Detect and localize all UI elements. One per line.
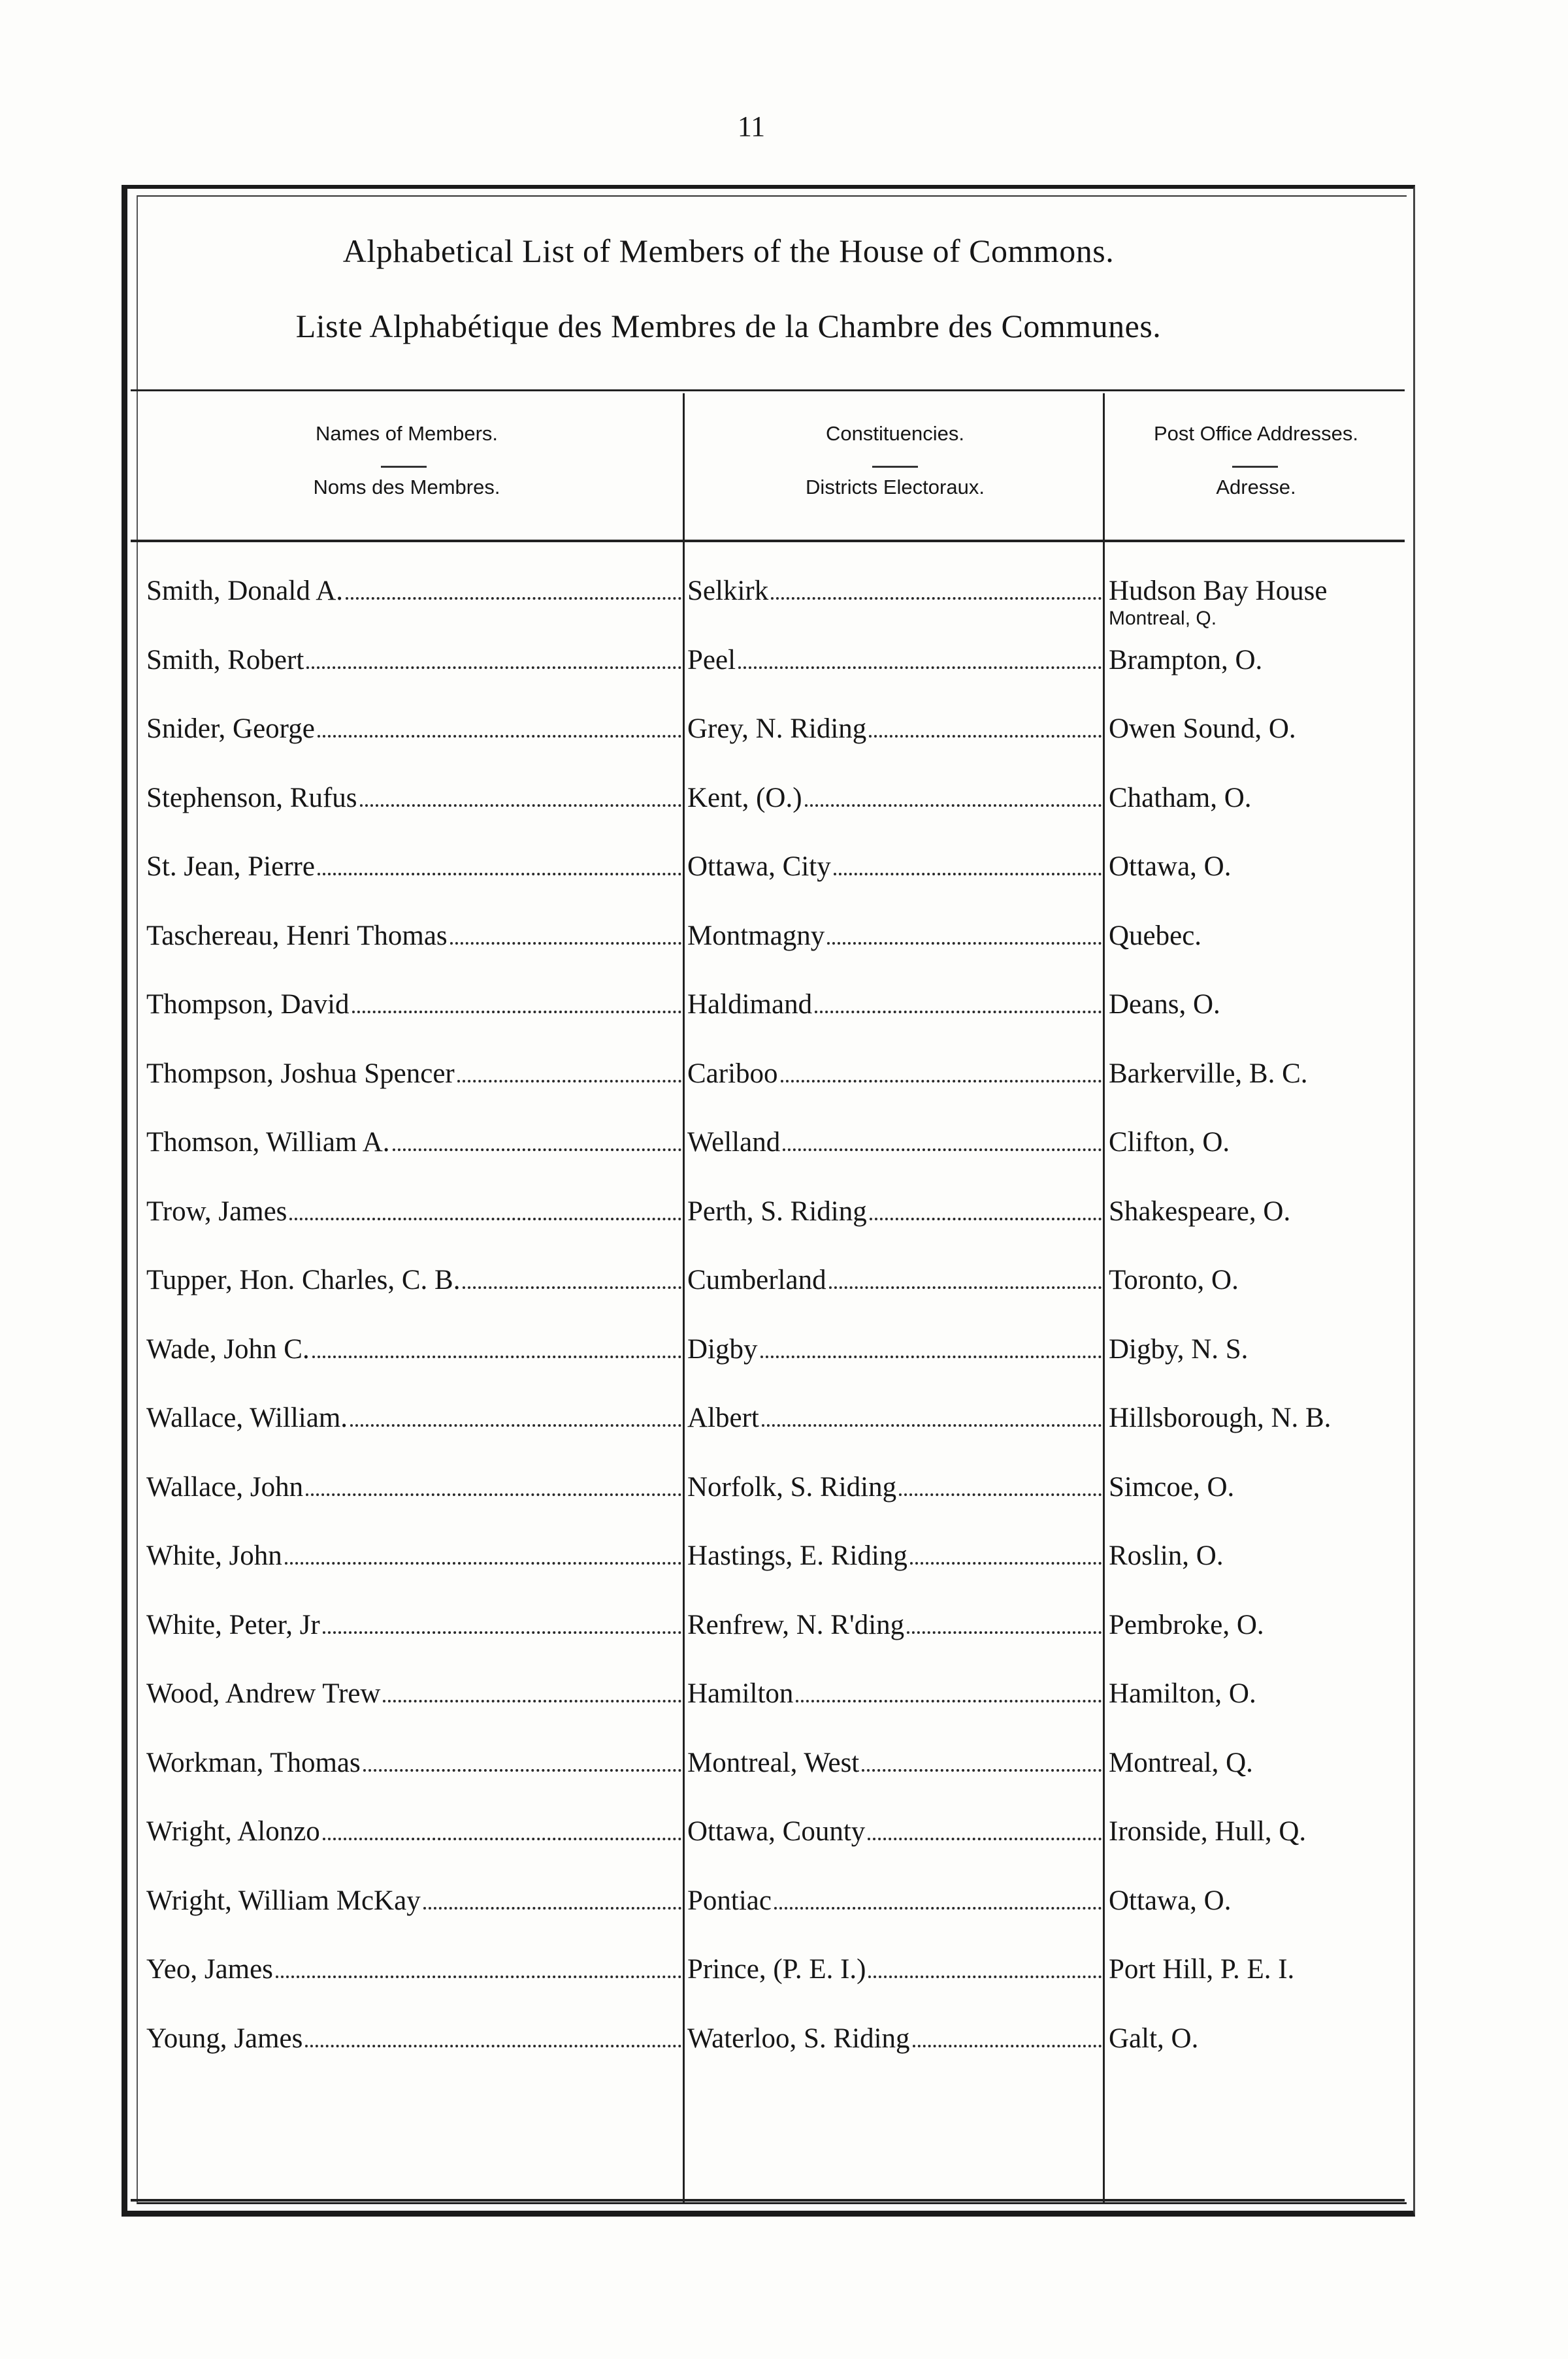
post-office-address-text: Pembroke, O.: [1109, 1610, 1264, 1640]
member-name: [146, 920, 685, 952]
constituency-text: Selkirk: [687, 576, 769, 606]
constituency: [687, 1126, 1105, 1158]
constituency: [687, 575, 1105, 607]
member-name: [146, 1333, 685, 1365]
constituency: [687, 1953, 1105, 1985]
member-name: [146, 1402, 685, 1434]
post-office-address-text: Quebec.: [1109, 920, 1202, 951]
dot-leader: [346, 597, 681, 600]
column-header-addresses-en: Post Office Addresses.: [1153, 422, 1359, 445]
post-office-address: [1109, 644, 1409, 676]
constituency: [687, 851, 1105, 883]
dot-leader: [318, 873, 681, 875]
member-name-text: Tupper, Hon. Charles, C. B.: [146, 1265, 461, 1295]
member-name-text: Wade, John C.: [146, 1334, 310, 1365]
dot-leader: [312, 1356, 681, 1358]
constituency: [687, 1885, 1105, 1917]
dot-leader: [910, 1562, 1102, 1565]
post-office-address: [1109, 1953, 1409, 1985]
table-row: [137, 782, 1411, 847]
dot-leader: [760, 1356, 1102, 1358]
table-row: [137, 1609, 1411, 1674]
member-name: [146, 713, 685, 745]
dot-leader: [738, 666, 1102, 669]
dot-leader: [383, 1700, 681, 1702]
constituency: [687, 644, 1105, 676]
post-office-address-text: Galt, O.: [1109, 2023, 1199, 2054]
constituency: [687, 1196, 1105, 1228]
post-office-address: [1109, 1609, 1409, 1641]
dot-leader: [771, 597, 1102, 600]
dot-leader: [762, 1424, 1102, 1427]
header-dash-3: [1232, 466, 1278, 468]
post-office-address-text: Toronto, O.: [1109, 1265, 1239, 1295]
post-office-address: [1109, 1058, 1409, 1090]
post-office-address-text: Chatham, O.: [1109, 783, 1252, 813]
post-office-address: [1109, 1333, 1409, 1365]
column-header-names-fr: Noms des Membres.: [313, 476, 500, 498]
post-office-address: [1109, 1678, 1409, 1710]
table-row: [137, 1471, 1411, 1537]
post-office-address: [1109, 2023, 1409, 2055]
table-row: [137, 1264, 1411, 1329]
post-office-address-text: Ottawa, O.: [1109, 851, 1232, 882]
post-office-address-text: Roslin, O.: [1109, 1540, 1224, 1571]
table-row: [137, 1815, 1411, 1881]
member-name: [146, 575, 685, 607]
post-office-address-text: Digby, N. S.: [1109, 1334, 1249, 1365]
member-name-text: Yeo, James: [146, 1954, 273, 1985]
constituency-text: Waterloo, S. Riding: [687, 2023, 910, 2054]
post-office-address-text: Port Hill, P. E. I.: [1109, 1954, 1295, 1985]
constituency: [687, 1333, 1105, 1365]
post-office-address: [1109, 782, 1409, 814]
dot-leader: [323, 1631, 681, 1634]
dot-leader: [450, 942, 681, 945]
post-office-address: [1109, 988, 1409, 1020]
constituency-text: Montmagny: [687, 920, 825, 951]
member-name-text: Smith, Donald A.: [146, 576, 344, 606]
table-row: [137, 1540, 1411, 1605]
dot-leader: [350, 1424, 681, 1427]
table-row: [137, 1402, 1411, 1467]
member-name: [146, 1058, 685, 1090]
post-office-address-text: Clifton, O.: [1109, 1127, 1230, 1158]
table-row: [137, 2023, 1411, 2088]
constituency: [687, 1540, 1105, 1572]
table-row: [137, 1196, 1411, 1261]
constituency: [687, 1678, 1105, 1710]
post-office-address: [1109, 1815, 1409, 1847]
dot-leader: [913, 2045, 1102, 2047]
member-name-text: Thompson, David: [146, 989, 350, 1020]
post-office-address: [1109, 1264, 1409, 1296]
post-office-address-text: Simcoe, O.: [1109, 1472, 1235, 1503]
member-name: [146, 1885, 685, 1917]
title-french: Liste Alphabétique des Membres de la Chambre des Communes.: [295, 308, 1162, 344]
constituency-text: Cariboo: [687, 1058, 778, 1089]
table-bottom-rule: [131, 2199, 1405, 2202]
dot-leader: [318, 735, 681, 738]
constituency: [687, 988, 1105, 1020]
constituency-text: Hamilton: [687, 1678, 794, 1709]
table-row: [137, 1885, 1411, 1950]
member-name-text: St. Jean, Pierre: [146, 851, 315, 882]
dot-leader: [868, 1976, 1102, 1978]
constituency: [687, 713, 1105, 745]
post-office-address: [1109, 1540, 1409, 1572]
table-row: [137, 1126, 1411, 1192]
post-office-address: [1109, 713, 1409, 745]
table-row: [137, 644, 1411, 709]
table-row: [137, 1333, 1411, 1399]
member-name-text: Wood, Andrew Trew: [146, 1678, 381, 1709]
constituency-text: Perth, S. Riding: [687, 1196, 867, 1227]
member-name-text: Wallace, William.: [146, 1403, 348, 1433]
table-row: [137, 713, 1411, 778]
constituency-text: Haldimand: [687, 989, 813, 1020]
constituency-text: Albert: [687, 1403, 759, 1433]
table-row: [137, 575, 1411, 640]
dot-leader: [805, 804, 1102, 807]
dot-leader: [423, 1907, 681, 1910]
constituency-text: Renfrew, N. R'ding: [687, 1610, 905, 1640]
constituency-text: Kent, (O.): [687, 783, 802, 813]
table-row: [137, 851, 1411, 916]
header-dash-2: [872, 466, 918, 468]
column-header-addresses-fr: Adresse.: [1216, 476, 1296, 498]
page-number: 11: [737, 110, 766, 142]
table-row: [137, 1953, 1411, 2019]
post-office-address: [1109, 1885, 1409, 1917]
dot-leader: [285, 1562, 681, 1565]
dot-leader: [289, 1218, 681, 1220]
dot-leader: [815, 1011, 1102, 1013]
constituency: [687, 1815, 1105, 1847]
constituency: [687, 782, 1105, 814]
header-dash-1: [381, 466, 427, 468]
dot-leader: [276, 1976, 681, 1978]
post-office-address-text: Shakespeare, O.: [1109, 1196, 1291, 1227]
post-office-address-text: Montreal, Q.: [1109, 1748, 1253, 1778]
constituency-text: Montreal, West: [687, 1748, 860, 1778]
dot-leader: [305, 2045, 681, 2047]
member-name-text: Thompson, Joshua Spencer: [146, 1058, 455, 1089]
constituency: [687, 2023, 1105, 2055]
constituency-text: Cumberland: [687, 1265, 826, 1295]
post-office-address-text: Ironside, Hull, Q.: [1109, 1816, 1307, 1847]
dot-leader: [363, 1769, 681, 1772]
dot-leader: [899, 1493, 1102, 1496]
dot-leader: [393, 1148, 681, 1151]
constituency: [687, 1471, 1105, 1503]
dot-leader: [868, 1838, 1102, 1840]
title-english: Alphabetical List of Members of the House of Commons.: [342, 233, 1115, 269]
member-name-text: Smith, Robert: [146, 645, 304, 675]
member-name-text: Taschereau, Henri Thomas: [146, 920, 448, 951]
member-name: [146, 1264, 685, 1296]
member-name-text: Trow, James: [146, 1196, 287, 1227]
post-office-address-text: Ottawa, O.: [1109, 1885, 1232, 1916]
dot-leader: [783, 1148, 1102, 1151]
post-office-address: [1109, 1747, 1409, 1779]
member-name: [146, 1126, 685, 1158]
post-office-address-text: Deans, O.: [1109, 989, 1220, 1020]
member-name: [146, 988, 685, 1020]
constituency: [687, 1402, 1105, 1434]
dot-leader: [829, 1286, 1102, 1289]
member-name-text: Snider, George: [146, 713, 315, 744]
dot-leader: [781, 1080, 1102, 1082]
post-office-address: [1109, 1402, 1409, 1434]
dot-leader: [834, 873, 1102, 875]
column-header-constituencies-fr: Districts Electoraux.: [806, 476, 985, 498]
post-office-address-text: Hamilton, O.: [1109, 1678, 1256, 1709]
dot-leader: [306, 666, 681, 669]
member-name: [146, 851, 685, 883]
dot-leader: [796, 1700, 1102, 1702]
header-bottom-rule: [131, 540, 1405, 542]
dot-leader: [352, 1011, 681, 1013]
table-row: [137, 1058, 1411, 1123]
member-name-text: Young, James: [146, 2023, 303, 2054]
dot-leader: [907, 1631, 1102, 1634]
column-header-constituencies-en: Constituencies.: [826, 422, 964, 445]
table-row: [137, 1678, 1411, 1743]
table-row: [137, 988, 1411, 1054]
post-office-address-line2: Montreal, Q.: [1109, 608, 1217, 629]
member-name-text: Stephenson, Rufus: [146, 783, 357, 813]
constituency-text: Prince, (P. E. I.): [687, 1954, 866, 1985]
member-name: [146, 644, 685, 676]
member-name: [146, 1196, 685, 1228]
constituency: [687, 1264, 1105, 1296]
member-name: [146, 2023, 685, 2055]
member-name-text: White, Peter, Jr: [146, 1610, 320, 1640]
constituency-text: Ottawa, City: [687, 851, 831, 882]
dot-leader: [774, 1907, 1102, 1910]
post-office-address: [1109, 1471, 1409, 1503]
post-office-address: [1109, 575, 1409, 607]
member-name: [146, 1678, 685, 1710]
post-office-address-text: Owen Sound, O.: [1109, 713, 1296, 744]
post-office-address: [1109, 851, 1409, 883]
dot-leader: [862, 1769, 1102, 1772]
dot-leader: [869, 735, 1102, 738]
member-name: [146, 1471, 685, 1503]
header-top-rule: [131, 389, 1405, 391]
post-office-address-text: Barkerville, B. C.: [1109, 1058, 1308, 1089]
column-header-names-en: Names of Members.: [315, 422, 498, 445]
constituency: [687, 920, 1105, 952]
member-name-text: Thomson, William A.: [146, 1127, 390, 1158]
member-name-text: White, John: [146, 1540, 282, 1571]
table-row: [137, 920, 1411, 985]
dot-leader: [457, 1080, 681, 1082]
dot-leader: [360, 804, 682, 807]
constituency-text: Hastings, E. Riding: [687, 1540, 907, 1571]
dot-leader: [827, 942, 1102, 945]
post-office-address: [1109, 920, 1409, 952]
constituency: [687, 1747, 1105, 1779]
dot-leader: [463, 1286, 681, 1289]
constituency-text: Norfolk, S. Riding: [687, 1472, 897, 1503]
member-name: [146, 1747, 685, 1779]
constituency-text: Ottawa, County: [687, 1816, 866, 1847]
constituency: [687, 1058, 1105, 1090]
table-row: [137, 1747, 1411, 1812]
member-name: [146, 1609, 685, 1641]
member-name: [146, 1815, 685, 1847]
post-office-address-text: Hillsborough, N. B.: [1109, 1403, 1331, 1433]
post-office-address-text: Brampton, O.: [1109, 645, 1263, 675]
post-office-address: [1109, 1196, 1409, 1228]
constituency-text: Peel: [687, 645, 736, 675]
constituency-text: Pontiac: [687, 1885, 772, 1916]
member-name: [146, 1540, 685, 1572]
constituency: [687, 1609, 1105, 1641]
member-name: [146, 782, 685, 814]
member-name-text: Workman, Thomas: [146, 1748, 361, 1778]
member-name-text: Wright, Alonzo: [146, 1816, 320, 1847]
member-name-text: Wallace, John: [146, 1472, 304, 1503]
post-office-address-text: Hudson Bay House: [1109, 576, 1328, 606]
member-name-text: Wright, William McKay: [146, 1885, 421, 1916]
constituency-text: Grey, N. Riding: [687, 713, 867, 744]
constituency-text: Welland: [687, 1127, 781, 1158]
post-office-address: [1109, 1126, 1409, 1158]
dot-leader: [870, 1218, 1102, 1220]
dot-leader: [323, 1838, 681, 1840]
member-name: [146, 1953, 685, 1985]
dot-leader: [306, 1493, 681, 1496]
constituency-text: Digby: [687, 1334, 758, 1365]
